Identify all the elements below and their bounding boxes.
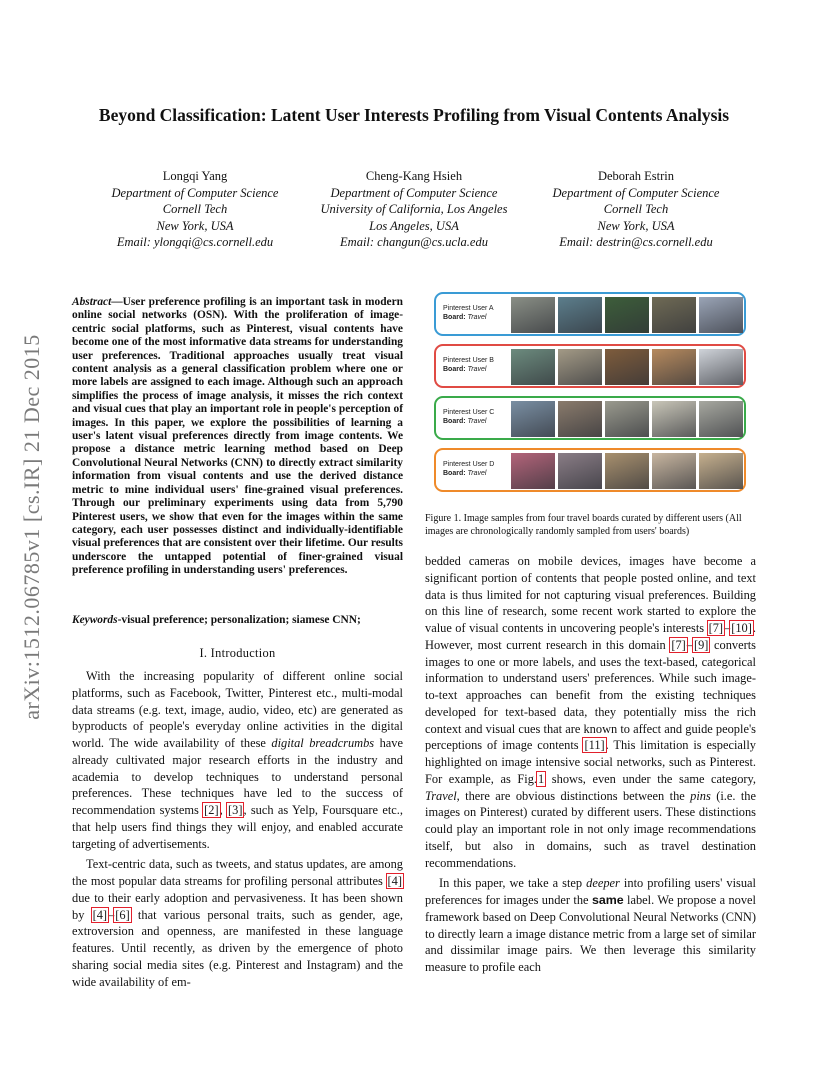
figure-1 (434, 292, 748, 498)
author-dept: Department of Computer Science (552, 185, 720, 200)
thumbnail-road-perspective (652, 349, 696, 385)
thumbnail-grey-landscape (511, 297, 555, 333)
board-label (443, 408, 513, 426)
board-user: Pinterest User B (443, 357, 494, 364)
citation-link[interactable]: [9] (693, 637, 709, 652)
citation-link[interactable]: [4] (387, 874, 402, 888)
thumbnail-coastal-city (511, 401, 555, 437)
text-span: (i.e. the images on Pinterest) curated by different users. These distinctions could play an important role in not only image recommendations itself, but also in domains, such as travel destination recommendations. (425, 788, 756, 870)
board-name: Travel (467, 470, 487, 477)
citation-link[interactable]: [7] (708, 621, 724, 635)
citation-link[interactable]: [2] (204, 803, 219, 817)
board-prefix: Board: (443, 314, 468, 321)
author-inst: University of California, Los Angeles (320, 202, 508, 216)
thumbnail-market-stalls (558, 401, 602, 437)
citation-link[interactable]: [6] (115, 907, 130, 922)
author-location: Los Angeles, USA (369, 218, 459, 233)
author-inst: Cornell Tech (162, 202, 228, 216)
board-prefix: Board: (443, 366, 468, 373)
text-span: , such as Yelp, Foursquare etc., that help users find things they will enjoy, and enabled accurate targeting of advertisements. (72, 803, 404, 851)
thumbnail-desert-monument (699, 401, 743, 437)
board-1 (434, 292, 746, 336)
thumbnail-forest-trees (605, 297, 649, 333)
paper-title: Beyond Classification: Latent User Interests Profiling from Visual Contents Analysis (98, 105, 730, 125)
figure-link[interactable]: 1 (538, 771, 545, 786)
text-span: , there are obvious distinctions between the (456, 788, 691, 803)
citation-link[interactable]: [3] (228, 803, 243, 817)
strong-text: same (591, 893, 624, 907)
text-span: shows, even under the same category, (545, 771, 756, 786)
board-label (443, 356, 513, 374)
emphasis: digital breadcrumbs (271, 736, 375, 750)
text-span: – (724, 621, 731, 635)
author-2 (299, 168, 529, 251)
author-location: New York, USA (156, 218, 234, 233)
keywords (72, 614, 403, 627)
thumbnail-lantern-street (605, 453, 649, 489)
board-3 (434, 396, 746, 440)
abstract (72, 296, 403, 578)
text-span: – (686, 637, 693, 652)
thumbnail-mossy-doorway (511, 349, 555, 385)
author-name: Deborah Estrin (597, 169, 675, 183)
arxiv-sidebar-stamp (6, 292, 58, 762)
board-thumbnails (511, 401, 743, 437)
board-user: Pinterest User C (443, 409, 495, 416)
text-span: . This limitation is especially highlighted on image intensive social networks, such as Pinterest. For example, as Fig. (425, 738, 756, 786)
emphasis: pins (690, 788, 711, 803)
board-4 (434, 448, 746, 492)
figure-caption: Figure 1. Image samples from four travel boards curated by different users (All images are chronologically randomly sampled from users' boards) (425, 513, 742, 537)
author-email: Email: changun@cs.ucla.edu (340, 235, 488, 249)
board-2 (434, 344, 746, 388)
thumbnail-cathedral-street (558, 349, 602, 385)
author-location: New York, USA (597, 218, 675, 233)
thumbnail-new-orleans-collage (652, 401, 696, 437)
citation-link[interactable]: [11] (584, 738, 605, 753)
text-span: – (108, 907, 115, 922)
text-span: , (219, 803, 227, 817)
author-dept: Department of Computer Science (330, 185, 498, 200)
citation-link[interactable]: [4] (92, 907, 108, 922)
author-1 (80, 168, 310, 251)
author-inst: Cornell Tech (603, 202, 669, 216)
text-span: converts images to one or more labels, and uses the text-based, categorical information to understand users' preferences. While such image-to-text approaches can benefit from the existing techniques developed for text-based data, they potentially miss the rich context and visual cues that are known to affect and guide people's perceptions of image contents (425, 637, 756, 753)
board-name: Travel (467, 314, 487, 321)
board-thumbnails (511, 349, 743, 385)
board-label (443, 460, 513, 478)
board-name: Travel (467, 418, 487, 425)
author-3 (521, 168, 751, 251)
arxiv-id: arXiv:1512.06785v1 [cs.IR] 21 Dec 2015 (19, 334, 44, 720)
thumbnail-misty-shore (699, 453, 743, 489)
thumbnail-snowy-mountain (699, 297, 743, 333)
board-label (443, 304, 513, 322)
keywords-lead: Keywords (72, 614, 118, 626)
text-span: into profiling users' visual preferences for images under the (425, 876, 756, 907)
thumbnail-reflection-lake (558, 453, 602, 489)
keywords-text: -visual preference; personalization; siamese CNN; (117, 614, 361, 626)
text-span: that various personal traits, such as gender, age, extroversion and openness, are manifested in these language features. Until recently, as driven by the emergence of photo sharing social media sites (e.g. Pinterest and Instagram) and the wide availability of em- (72, 907, 403, 989)
text-span: In this paper, we take a step (439, 876, 587, 891)
author-dept: Department of Computer Science (111, 185, 279, 200)
paragraph (425, 875, 756, 976)
author-email: Email: destrin@cs.cornell.edu (559, 235, 713, 249)
board-prefix: Board: (443, 470, 468, 477)
author-name: Cheng-Kang Hsieh (365, 169, 463, 183)
thumbnail-stone-bridge (605, 401, 649, 437)
board-user: Pinterest User A (443, 305, 494, 312)
text-span: bedded cameras on mobile devices, images have become a significant portion of contents that people posted online, and text data is thus limited for not capturing visual preferences. Building on this line of research, some recent work started to explore the value of visual contents in uncovering people's interests (425, 554, 756, 635)
board-name: Travel (467, 366, 487, 373)
right-column-body (425, 553, 756, 976)
text-span: have already cultivated major research efforts in the industry and academia to develop techniques to understand personal preferences. These techniques have led to the success of recommendation systems (72, 736, 403, 817)
thumbnail-eiffel-tower (699, 349, 743, 385)
text-span: due to their early adoption and pervasiveness. It has been shown by (72, 890, 403, 922)
board-thumbnails (511, 297, 743, 333)
board-prefix: Board: (443, 418, 468, 425)
left-column-body (72, 668, 403, 990)
thumbnail-pink-sunset-lake (511, 453, 555, 489)
board-thumbnails (511, 453, 743, 489)
abstract-text: —User preference profiling is an important task in modern online social networks (OSN). With the proliferation of image-centric social platforms, such as Pinterest, visual contents have become one of the most informative data streams for understanding user preferences. Traditional approaches usually treat visual content analysis as a general classification problem where one or more labels are assigned to each image. Although such an approach simplifies the process of image analysis, it misses the rich context and visual cues that play an important role in people's perception of images. In this paper, we explore the possibilities of learning a user's latent visual preferences directly from image contents. We propose a distance metric learning method based on Deep Convolutional Neural Networks (CNN) to directly extract similarity information from visual contents and use the derived distance metric to mine individual users' fine-grained visual preferences. Through our preliminary experiments using data from 5,790 Pinterest users, we show that even for the images within the same category, each user possesses distinct and individually-identifiable visual preferences that are consistent over their lifetime. Our results underscore the untapped potential of finer-grained visual preference profiling in understanding users' preferences. (72, 296, 403, 577)
citation-link[interactable]: [10] (731, 621, 752, 635)
thumbnail-street-tram (605, 349, 649, 385)
author-email: Email: ylongqi@cs.cornell.edu (116, 235, 274, 249)
text-span: Text-centric data, such as tweets, and status updates, are among the most popular data streams for profiling personal attributes (72, 857, 403, 888)
emphasis: Travel (425, 788, 457, 803)
thumbnail-rocky-path (652, 297, 696, 333)
citation-link[interactable]: [7] (671, 637, 686, 652)
paragraph (425, 553, 756, 871)
abstract-lead: Abstract (72, 296, 112, 308)
paragraph (72, 668, 403, 852)
board-user: Pinterest User D (443, 461, 495, 468)
thumbnail-waterfront-city (558, 297, 602, 333)
text-span: . However, most current research in this domain (425, 621, 756, 652)
emphasis: deeper (586, 876, 620, 891)
text-span: label. We propose a novel framework based on Deep Convolutional Neural Networks (CNN) to directly learn a image distance metric from a large set of similar and dissimilar image pairs. We then leverage this similarity measure to profile each (425, 893, 756, 974)
paragraph (72, 856, 403, 990)
text-span: With the increasing popularity of different online social platforms, such as Facebook, Twitter, Pinterest etc., multi-modal data streams (e.g. text, image, audio, video, etc) are generated as byproducts of people's everyday online activities in the digital world. The wide availability of these (72, 669, 403, 750)
section-heading-introduction: I. Introduction (199, 646, 276, 660)
thumbnail-white-interior (652, 453, 696, 489)
author-name: Longqi Yang (162, 169, 228, 183)
